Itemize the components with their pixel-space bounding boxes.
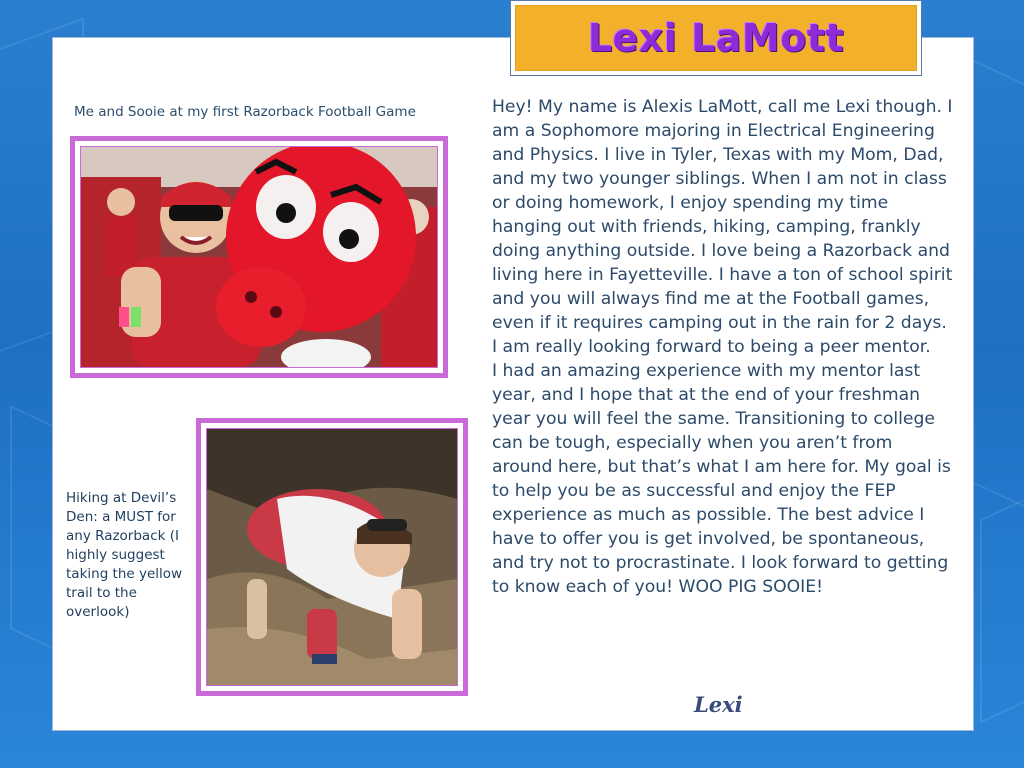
bio-text (492, 95, 957, 599)
photo-hiking-image (206, 428, 458, 686)
photo-caption-football: Me and Sooie at my first Razorback Football Game (74, 104, 416, 120)
background-shape (980, 480, 1024, 723)
hiking-photo-illustration (207, 429, 457, 685)
signature: Lexi (694, 692, 743, 717)
title-box (510, 0, 922, 76)
page-title: Lexi LaMott (587, 16, 845, 60)
bio-paragraph-intro: Hey! My name is Alexis LaMott, call me Lexi though. I am a Sophomore majoring in Electrical Engineering and Physics. I live in Tyler, Texas with my Mom, Dad, and my two younger siblings. When I am not in class or doing homework, I enjoy spending my time hanging out with friends, hiking, camping, frankly doing anything outside. I love being a Razorback and living here in Fayetteville. I have a ton of school spirit and you will always find me at the Football games, even if it requires camping out in the rain for 2 days. I am really looking forward to being a peer mentor. (492, 97, 953, 357)
photo-football-game[interactable] (70, 136, 448, 378)
photo-hiking[interactable] (196, 418, 468, 696)
title-banner (515, 5, 917, 71)
mascot-photo-illustration (81, 147, 437, 367)
photo-caption-hiking: Hiking at Devil’s Den: a MUST for any Razorback (I highly suggest taking the yellow trail to the overlook) (66, 490, 183, 620)
photo-football-image (80, 146, 438, 368)
bio-paragraph-mentor: I had an amazing experience with my mentor last year, and I hope that at the end of your freshman year you will feel the same. Transitioning to college can be tough, especially when you aren’t from around here, but that’s what I am here for. My goal is to help you be as successful and enjoy the FEP experience as much as possible. The best advice I have to offer you is get involved, be spontaneous, and try not to procrastinate. I look forward to getting to know each of you! WOO PIG SOOIE! (492, 361, 951, 597)
